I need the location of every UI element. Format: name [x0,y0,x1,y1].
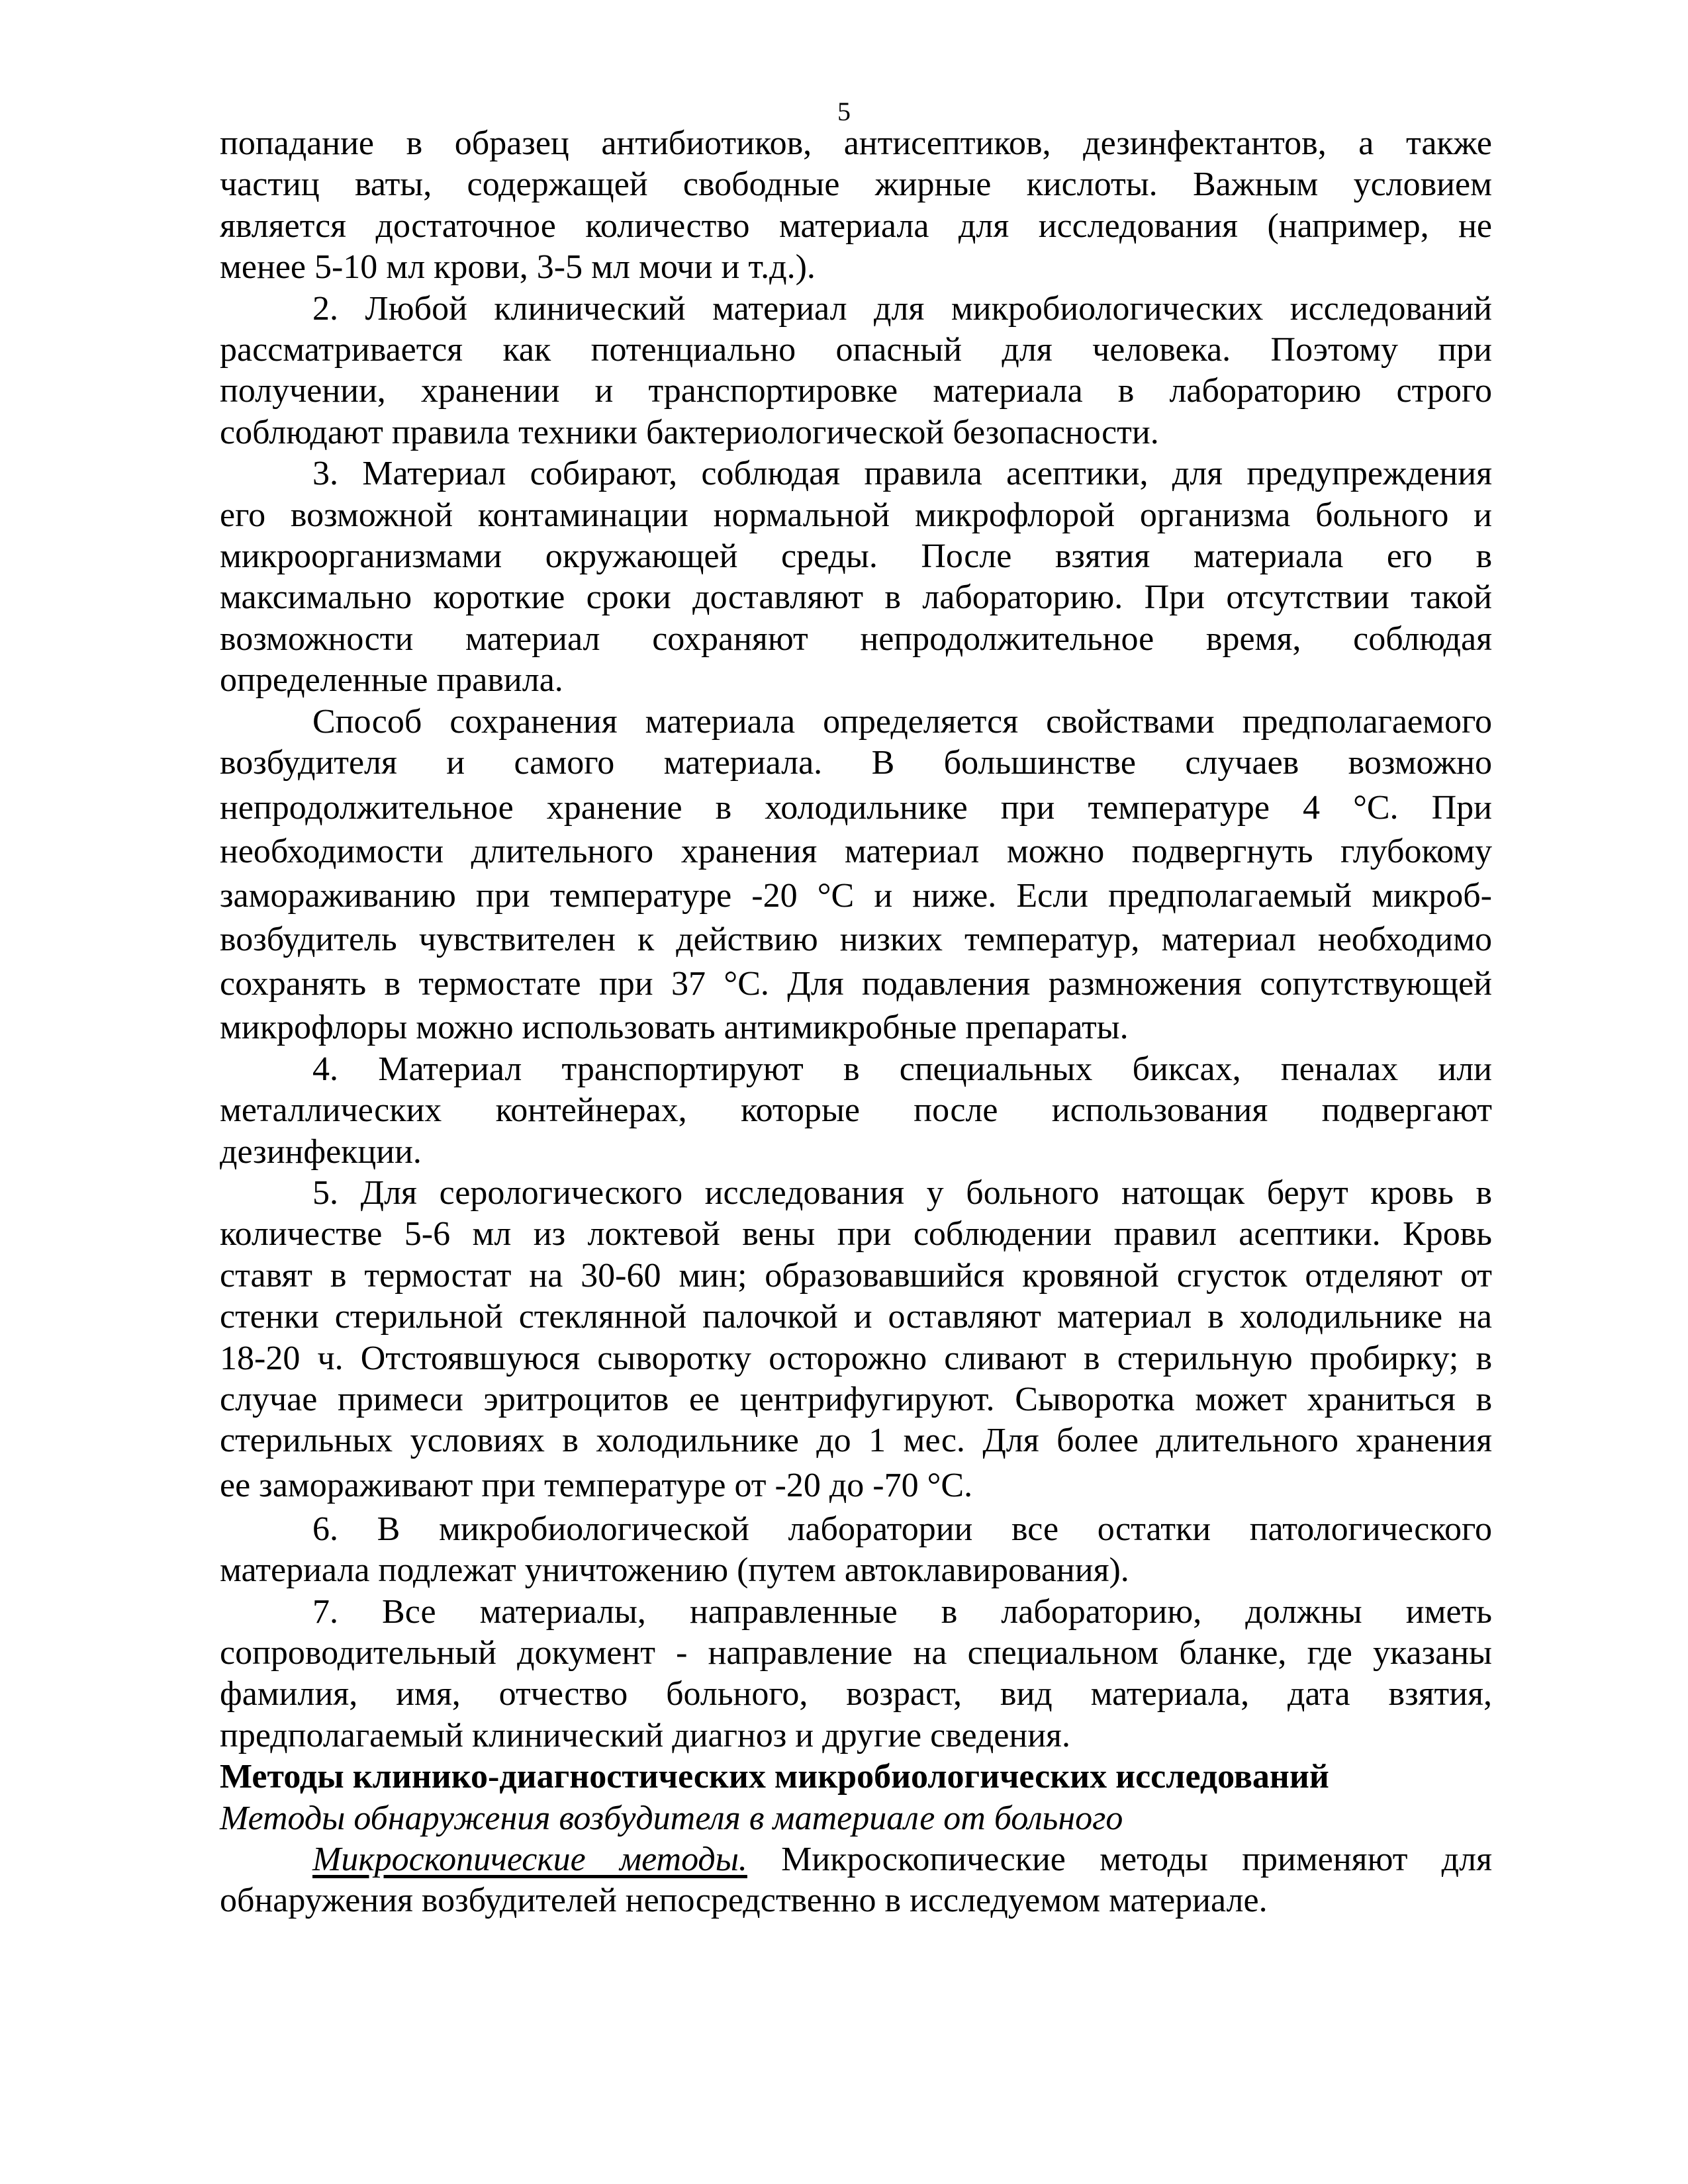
text-line: замораживанию при температуре -20 °С и ниже. Если предполагаемый микроб- [220,876,1492,915]
text-line: обнаружения возбудителей непосредственно в исследуемом материале. [220,1882,1268,1920]
text-line: микроорганизмами окружающей среды. После взятия материала его в [220,537,1492,576]
paragraph-storage [220,702,1492,1049]
text-line: получении, хранении и транспортировке материала в лабораторию строго [220,372,1492,410]
text-line: ее замораживают при температуре от -20 до -70 °С. [220,1466,973,1504]
text-line: стенки стерильной стеклянной палочкой и оставляют материал в холодильнике на [220,1298,1492,1336]
text-line: 7. Все материалы, направленные в лабораторию, должны иметь [312,1592,1492,1631]
text-line: сохранять в термостате при 37 °С. Для подавления размножения сопутствующей [220,965,1492,1003]
method-label: Микроскопические методы. [312,1841,747,1879]
text-line: сопроводительный документ - направление на специальном бланке, где указаны [220,1634,1492,1672]
text-line: 2. Любой клинический материал для микробиологических исследований [312,289,1492,328]
text-line: частиц ваты, содержащей свободные жирные кислоты. Важным условием [220,165,1492,204]
text-line: фамилия, имя, отчество больного, возраст, вид материала, дата взятия, [220,1675,1492,1713]
paragraph-item-4 [220,1049,1492,1173]
paragraph-item-5 [220,1173,1492,1509]
text-line: менее 5-10 мл крови, 3-5 мл мочи и т.д.). [220,248,816,287]
text-line: предполагаемый клинический диагноз и другие сведения. [220,1716,1070,1754]
text-line: дезинфекции. [220,1132,422,1171]
text-line: возбудитель чувствителен к действию низких температур, материал необходимо [220,920,1492,958]
text-line: возможности материал сохраняют непродолжительное время, соблюдая [220,619,1492,658]
text-line [220,1839,1492,1880]
page-body [220,123,1492,1922]
text-line: 5. Для серологического исследования у больного натощак берут кровь в [312,1173,1492,1212]
text-line: соблюдают правила техники бактериологической безопасности. [220,413,1159,451]
text-line: Способ сохранения материала определяется свойствами предполагаемого [312,702,1492,741]
text-line: определенные правила. [220,661,563,700]
section-heading: Методы клинико-диагностических микробиологических исследований [220,1758,1329,1796]
paragraph-item-2 [220,289,1492,454]
text-line: возбудителя и самого материала. В большинстве случаев возможно [220,744,1492,782]
page-number: 5 [837,97,851,126]
text-line: рассматривается как потенциально опасный для человека. Поэтому при [220,331,1492,369]
text-line: необходимости длительного хранения материал можно подвергнуть глубокому [220,832,1492,870]
text-line: непродолжительное хранение в холодильнике при температуре 4 °С. При [220,788,1492,827]
text-line: материала подлежат уничтожению (путем автоклавирования). [220,1551,1129,1590]
text-line: является достаточное количество материала для исследования (например, не [220,206,1492,245]
text-line: попадание в образец антибиотиков, антисептиков, дезинфектантов, а также [220,124,1492,162]
text-line: микрофлоры можно использовать антимикробные препараты. [220,1009,1129,1047]
paragraph-microscopic-methods [220,1839,1492,1922]
text-line: ставят в термостат на 30-60 мин; образовавшийся кровяной сгусток отделяют от [220,1256,1492,1295]
text-line: количестве 5-6 мл из локтевой вены при соблюдении правил асептики. Кровь [220,1215,1492,1253]
method-line-rest: Микроскопические методы применяют для [747,1841,1492,1879]
text-line: максимально короткие сроки доставляют в лабораторию. При отсутствии такой [220,578,1492,617]
text-line: 18-20 ч. Отстоявшуюся сыворотку осторожно сливают в стерильную пробирку; в [220,1339,1492,1377]
text-line: металлических контейнерах, которые после использования подвергают [220,1091,1492,1130]
text-line: случае примеси эритроцитов ее центрифугируют. Сыворотка может храниться в [220,1380,1492,1418]
text-line: стерильных условиях в холодильнике до 1 мес. Для более длительного хранения [220,1422,1492,1460]
text-line: 4. Материал транспортируют в специальных биксах, пеналах или [312,1050,1492,1088]
text-line: его возможной контаминации нормальной микрофлорой организма больного и [220,496,1492,534]
paragraph-item-6 [220,1509,1492,1592]
paragraph-continuation [220,123,1492,289]
paragraph-item-7 [220,1592,1492,1757]
text-line: 6. В микробиологической лаборатории все остатки патологического [312,1510,1492,1548]
text-line: 3. Материал собирают, соблюдая правила асептики, для предупреждения [312,455,1492,493]
paragraph-item-3 [220,453,1492,701]
section-subheading: Методы обнаружения возбудителя в материале от больного [220,1799,1123,1837]
